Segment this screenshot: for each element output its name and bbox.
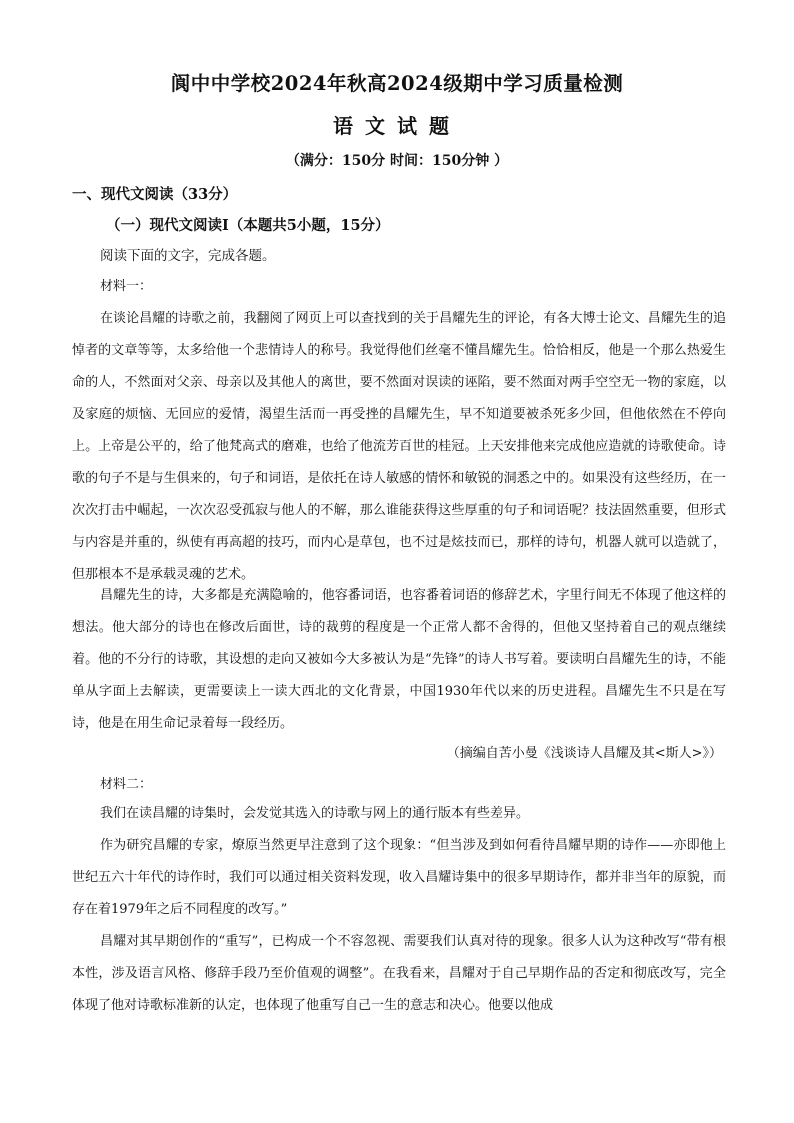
subsection-heading: （一）现代文阅读Ⅰ（本题共5小题，15分） xyxy=(106,217,390,234)
exam-subject-title: 语文试题 xyxy=(333,114,461,138)
material2-label: 材料二： xyxy=(100,777,153,792)
material2-paragraph: 昌耀对其早期创作的“重写”，已构成一个不容忽视、需要我们认真对待的现象。很多人认为这种改写“带有根本性，涉及语言风格、修辞手段乃至价值观的调整”。在我看来，昌耀对于自己早期作品的否定和彻底改写，完全体现了他对诗歌标准新的认定，也体现了他重写自己一生的意志和决心。他要以他成 xyxy=(72,934,726,1013)
exam-meta: （满分：150分 时间：150分钟 ） xyxy=(285,153,509,169)
material2-paragraph: 我们在读昌耀的诗集时，会发觉其选入的诗歌与网上的通行版本有些差异。 xyxy=(100,806,530,821)
material2-paragraph: 作为研究昌耀的专家，燎原当然更早注意到了这个现象：“但当涉及到如何看待昌耀早期的诗作——亦即他上世纪五六十年代的诗作时，我们可以通过相关资料发现，收入昌耀诗集中的很多早期诗作，都并非当年的原貌，而存在着1979年之后不同程度的改写。” xyxy=(72,838,726,917)
material1-paragraph: 昌耀先生的诗，大多都是充满隐喻的，他容番词语，也容番着词语的修辞艺术，字里行间无不体现了他这样的想法。他大部分的诗也在修改后面世，诗的裁剪的程度是一个正常人都不舍得的，但他又坚持着自己的观点继续着。他的不分行的诗歌，其设想的走向又被如今大多被认为是“先锋”的诗人书写着。要读明白昌耀先生的诗，不能单从字面上去解读，更需要读上一读大西北的文化背景，中国1930年代以来的历史进程。昌耀先生不只是在写诗，他是在用生命记录着每一段经历。 xyxy=(72,588,726,731)
instruction-text: 阅读下面的文字，完成各题。 xyxy=(100,248,276,264)
material1-source: （摘编自苦小曼《浅谈诗人昌耀及其<斯人>》） xyxy=(446,746,722,761)
material1-label: 材料一： xyxy=(100,279,153,294)
exam-title: 阆中中学校2024年秋高2024级期中学习质量检测 xyxy=(170,72,624,95)
section-heading: 一、现代文阅读（33分） xyxy=(72,186,238,203)
material1-paragraph: 在谈论昌耀的诗歌之前，我翻阅了网页上可以查找到的关于昌耀先生的评论，有各大博士论文、昌耀先生的追悼者的文章等等，太多给他一个悲情诗人的称号。我觉得他们丝毫不懂昌耀先生。恰恰相反，他是一个那么热爱生命的人，不然面对父亲、母亲以及其他人的离世，要不然面对误读的诬陷，要不然面对两手空空无一物的家庭，以及家庭的烦恼、无回应的爱情，渴望生活而一再受挫的昌耀先生，早不知道要被杀死多少回，但他依然在不停向上。上帝是公平的，给了他梵高式的磨难，也给了他流芳百世的桂冠。上天安排他来完成他应造就的诗歌使命。诗歌的句子不是与生俱来的，句子和词语，是依托在诗人敏感的情怀和敏锐的洞悉之中的。如果没有这些经历，在一次次打击中崛起，一次次忍受孤寂与他人的不解，那么谁能获得这些厚重的句子和词语呢？技法固然重要，但形式与内容是并重的，纵使有再高超的技巧，而内心是草包，也不过是炫技而已，那样的诗句，机器人就可以造就了，但那根本不是承载灵魂的艺术。 xyxy=(72,311,726,582)
